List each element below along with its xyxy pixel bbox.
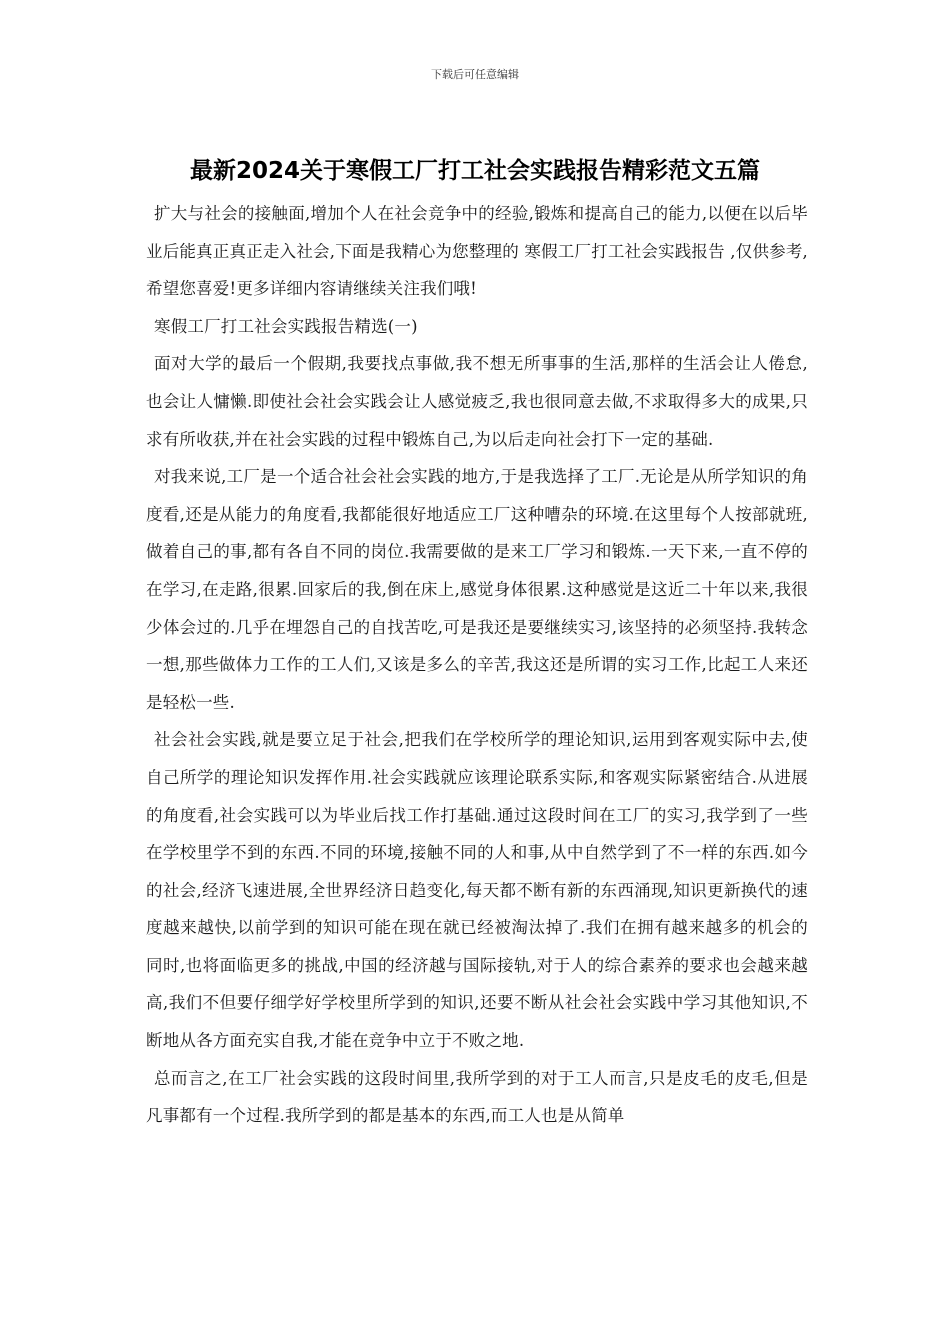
body-paragraph: 面对大学的最后一个假期,我要找点事做,我不想无所事事的生活,那样的生活会让人倦怠,也会让人慵懒.即使社会社会实践会让人感觉疲乏,我也很同意去做,不求取得多大的成果,只求有所收获,并在社会实践的过程中锻炼自己,为以后走向社会打下一定的基础. bbox=[146, 354, 808, 449]
body-paragraph: 对我来说,工厂是一个适合社会社会实践的地方,于是我选择了工厂.无论是从所学知识的角度看,还是从能力的角度看,我都能很好地适应工厂这种嘈杂的环境.在这里每个人按部就班,做着自己的事,都有各自不同的岗位.我需要做的是来工厂学习和锻炼.一天下来,一直不停的在学习,在走路,很累.回家后的我,倒在床上,感觉身体很累.这种感觉是这近二十年以来,我很少体会过的.几乎在埋怨自己的自找苦吃,可是我还是要继续实习,该坚持的必须坚持.我转念一想,那些做体力工作的工人们,又该是多么的辛苦,我这还是所谓的实习工作,比起工人来还是轻松一些. bbox=[146, 467, 808, 712]
body-paragraph: 社会社会实践,就是要立足于社会,把我们在学校所学的理论知识,运用到客观实际中去,使自己所学的理论知识发挥作用.社会实践就应该理论联系实际,和客观实际紧密结合.从进展的角度看,社会实践可以为毕业后找工作打基础.通过这段时间在工厂的实习,我学到了一些在学校里学不到的东西.不同的环境,接触不同的人和事,从中自然学到了不一样的东西.如今的社会,经济飞速进展,全世界经济日趋变化,每天都不断有新的东西涌现,知识更新换代的速度越来越快,以前学到的知识可能在现在就已经被淘汰掉了.我们在拥有越来越多的机会的同时,也将面临更多的挑战,中国的经济越与国际接轨,对于人的综合素养的要求也会越来越高,我们不但要仔细学好学校里所学到的知识,还要不断从社会社会实践中学习其他知识,不断地从各方面充实自我,才能在竞争中立于不败之地. bbox=[146, 730, 808, 1051]
document-title: 最新2024关于寒假工厂打工社会实践报告精彩范文五篇 bbox=[189, 158, 760, 184]
header-note: 下载后可任意编辑 bbox=[431, 68, 519, 81]
intro-paragraph: 扩大与社会的接触面,增加个人在社会竞争中的经验,锻炼和提高自己的能力,以便在以后毕业后能真正真正走入社会,下面是我精心为您整理的 寒假工厂打工社会实践报告 ,仅供参考,希望您喜爱!更多详细内容请继续关注我们哦! bbox=[146, 204, 808, 299]
section-heading: 寒假工厂打工社会实践报告精选(一) bbox=[154, 316, 418, 336]
document-body bbox=[146, 195, 808, 1135]
body-paragraph: 总而言之,在工厂社会实践的这段时间里,我所学到的对于工人而言,只是皮毛的皮毛,但是凡事都有一个过程.我所学到的都是基本的东西,而工人也是从简单 bbox=[146, 1068, 808, 1126]
